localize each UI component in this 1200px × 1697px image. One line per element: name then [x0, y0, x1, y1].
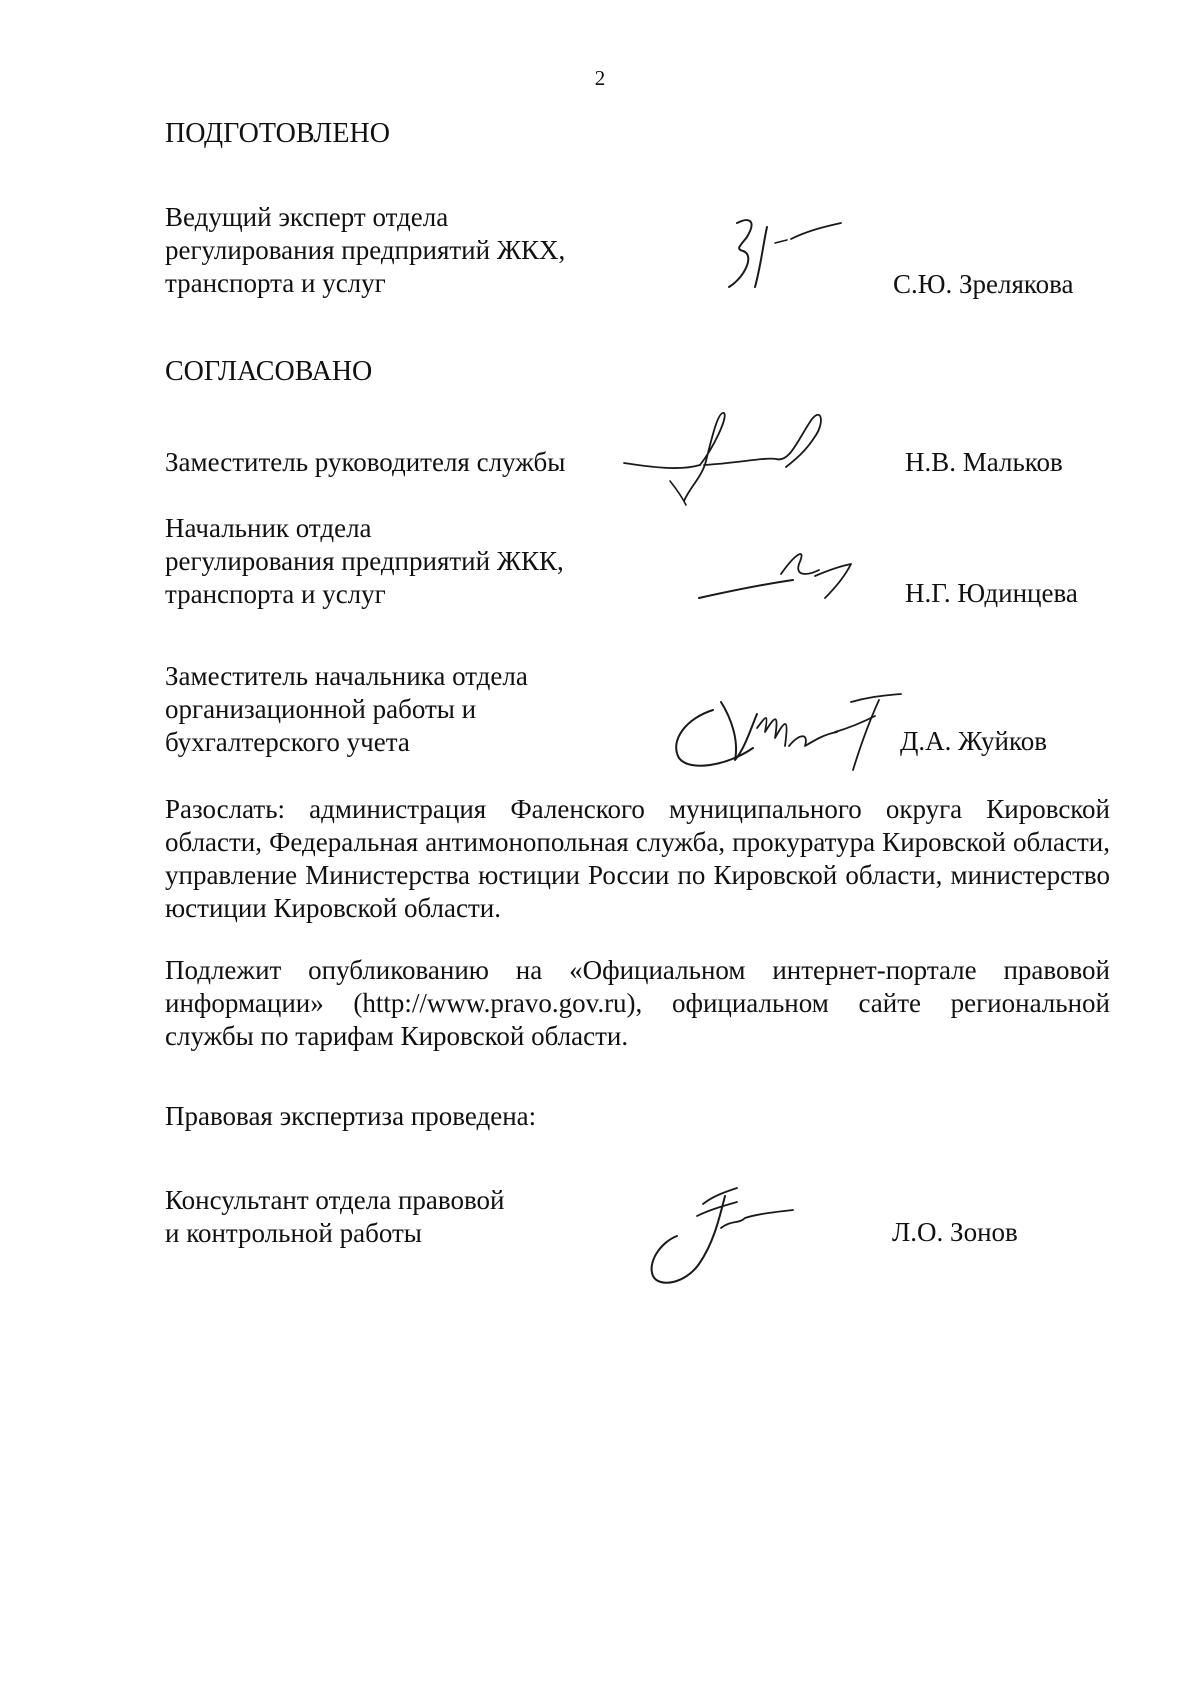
position-line: Консультант отдела правовой	[165, 1185, 505, 1215]
position-line: транспорта и услуг	[165, 268, 386, 298]
agreed-heading: СОГЛАСОВАНО	[165, 356, 373, 387]
position-line: и контрольной работы	[165, 1218, 422, 1248]
signer-1-name: Н.В. Мальков	[905, 447, 1063, 477]
publication-paragraph: Подлежит опубликованию на «Официальном интернет-портале правовой информации» (http://www.pravo.gov.ru), официальном сайте региональной службы по тарифам Кировской области.	[165, 955, 1110, 1051]
legal-review-name: Л.О. Зонов	[892, 1217, 1018, 1247]
signature-zonov	[635, 1180, 805, 1290]
position-line: регулирования предприятий ЖКК,	[165, 546, 564, 576]
prepared-name: С.Ю. Зрелякова	[893, 269, 1074, 299]
signer-2-name: Н.Г. Юдинцева	[905, 578, 1078, 608]
prepared-position	[165, 201, 615, 300]
distribution-paragraph: Разослать: администрация Фаленского муниципального округа Кировской области, Федеральная антимонопольная служба, прокуратура Кировской области, управление Министерства юстиции России по Кировской области, министерство юстиции Кировской области.	[165, 794, 1110, 923]
position-line: регулирования предприятий ЖКХ,	[165, 235, 566, 265]
prepared-heading: ПОДГОТОВЛЕНО	[165, 118, 390, 149]
signature-yudintseva	[695, 540, 855, 610]
position-line: бухгалтерского учета	[165, 727, 410, 757]
position-line: Заместитель начальника отдела	[165, 661, 528, 691]
legal-review-heading: Правовая экспертиза проведена:	[165, 1101, 537, 1131]
legal-review-position	[165, 1184, 615, 1250]
signer-1-position	[165, 446, 615, 479]
signature-zrelyakova	[715, 205, 845, 300]
signature-zhuikov	[665, 688, 905, 778]
signer-2-position	[165, 512, 615, 611]
signer-3-position	[165, 660, 615, 759]
position-line: Ведущий эксперт отдела	[165, 202, 449, 232]
signature-malkov	[620, 405, 840, 510]
page-number: 2	[594, 66, 606, 90]
position-line: Начальник отдела	[165, 513, 372, 543]
signer-3-name: Д.А. Жуйков	[900, 726, 1047, 756]
position-line: Заместитель руководителя службы	[165, 447, 566, 477]
position-line: организационной работы и	[165, 694, 477, 724]
position-line: транспорта и услуг	[165, 579, 386, 609]
